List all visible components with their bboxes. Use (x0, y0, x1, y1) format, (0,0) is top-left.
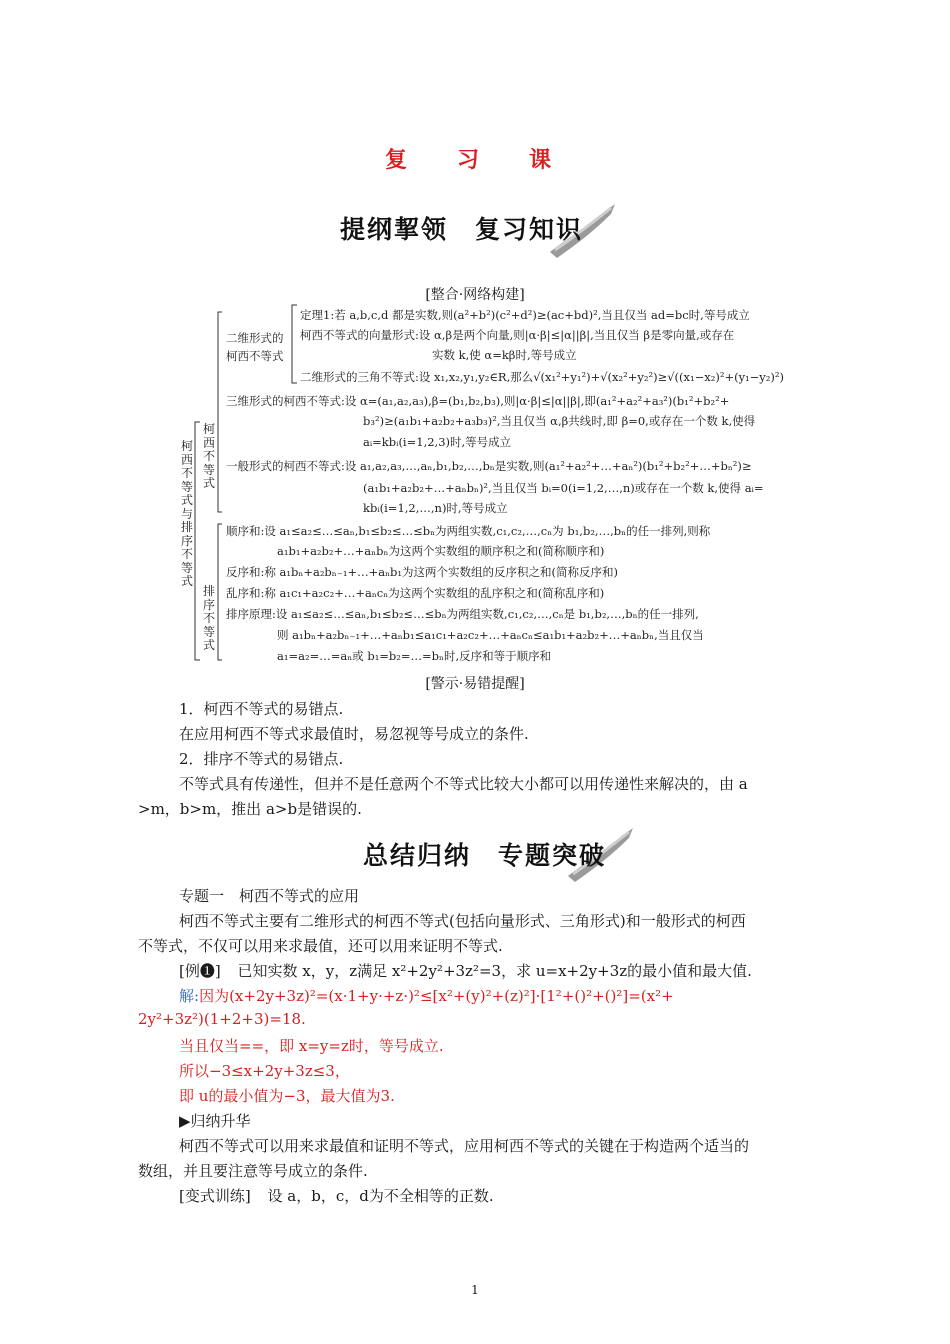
section-warning-heading: [警示·易错提醒] (425, 676, 525, 692)
map-line: 乱序和:称 a₁c₁+a₂c₂+…+aₙcₙ为这两个实数组的乱序积之和(简称乱序和) (226, 586, 605, 600)
map-line: (a₁b₁+a₂b₂+…+aₙbₙ)²,当且仅当 bᵢ=0(i=1,2,…,n)或存在一个数 k,使得 aᵢ= (363, 481, 764, 495)
map-line: 则 a₁bₙ+a₂bₙ₋₁+…+aₙb₁≤a₁c₁+a₂c₂+…+aₙcₙ≤a₁b₁+a₂b₂+…+aₙbₙ,当且仅当 (277, 628, 704, 642)
map-line: b₃²)≥(a₁b₁+a₂b₂+a₃b₃)²,当且仅当 α,β共线时,即 β=0,或存在一个数 k,使得 (363, 414, 756, 428)
warn-point-1: 1．柯西不等式的易错点. (179, 700, 344, 718)
solution-text: 因为(x+2y+3z)²=(x·1+y·+z·)²≤[x²+(y)²+(z)²]·[1²+()²+()²]=(x²+ (199, 987, 674, 1005)
map-line: 一般形式的柯西不等式:设 a₁,a₂,a₃,…,aₙ,b₁,b₂,…,bₙ是实数,则(a₁²+a₂²+…+aₙ²)(b₁²+b₂²+…+bₙ²)≥ (226, 459, 752, 473)
map-line: 实数 k,使 α=kβ时,等号成立 (432, 348, 577, 362)
map-line: a₁=a₂=…=aₙ或 b₁=b₂=…=bₙ时,反序和等于顺序和 (277, 649, 552, 663)
banner-summary (363, 826, 643, 888)
topic-intro-2: 不等式，不仅可以用来求最值，还可以用来证明不等式. (138, 937, 503, 955)
map-line: 排序原理:设 a₁≤a₂≤…≤aₙ,b₁≤b₂≤…≤bₙ为两组实数,c₁,c₂,…,cₙ是 b₁,b₂,…,bₙ的任一排列, (226, 607, 699, 621)
map-line: 二维形式的三角不等式:设 x₁,x₂,y₁,y₂∈R,那么√(x₁²+y₁²)+√(x₂²+y₂²)≥√((x₁−x₂)²+(y₁−y₂)²) (300, 370, 784, 384)
map-group-2d-b: 柯西不等式 (226, 349, 284, 363)
solution-line-4: 所以−3≤x+2y+3z≤3， (179, 1062, 350, 1080)
warn-point-2: 2．排序不等式的易错点. (179, 750, 344, 768)
map-line: 定理1:若 a,b,c,d 都是实数,则(a²+b²)(c²+d²)≥(ac+bd)²,当且仅当 ad=bc时,等号成立 (300, 308, 750, 322)
summary-heading: ▶归纳升华 (179, 1112, 251, 1130)
section-network-heading: [整合·网络构建] (425, 287, 525, 303)
solution-line-1 (179, 985, 674, 1006)
map-line: 三维形式的柯西不等式:设 α=(a₁,a₂,a₃),β=(b₁,b₂,b₃),则|α·β|≤|α||β|,即(a₁²+a₂²+a₃²)(b₁²+b₂²+ (226, 394, 730, 408)
warn-text-2-cont: >m，b>m，推出 a>b是错误的. (138, 800, 362, 818)
solution-line-5: 即 u的最小值为−3，最大值为3. (179, 1087, 395, 1105)
example-line (179, 960, 752, 981)
variant-line (179, 1185, 494, 1206)
map-branch-sort: 排序不等式 (202, 584, 215, 652)
summary-text-1: 柯西不等式可以用来求最值和证明不等式，应用柯西不等式的关键在于构造两个适当的 (179, 1137, 750, 1155)
map-line: a₁b₁+a₂b₂+…+aₙbₙ为这两个实数组的顺序积之和(简称顺序和) (277, 544, 605, 558)
variant-label: [变式训练] (179, 1187, 251, 1205)
example-text: 已知实数 x，y，z满足 x²+2y²+3z²=3，求 u=x+2y+3z的最小值和最大值. (237, 962, 752, 980)
page-number: 1 (471, 1283, 479, 1297)
map-line: 顺序和:设 a₁≤a₂≤…≤aₙ,b₁≤b₂≤…≤bₙ为两组实数,c₁,c₂,…,cₙ为 b₁,b₂,…,bₙ的任一排列,则称 (226, 524, 711, 538)
variant-text: 设 a，b，c，d为不全相等的正数. (267, 1187, 494, 1205)
map-line: 反序和:称 a₁bₙ+a₂bₙ₋₁+…+aₙb₁为这两个实数组的反序积之和(简称反序和) (226, 565, 618, 579)
warn-text-2: 不等式具有传递性，但并不是任意两个不等式比较大小都可以用传递性来解决的，由 a (179, 775, 748, 793)
warn-text-1: 在应用柯西不等式求最值时，易忽视等号成立的条件. (179, 725, 529, 743)
banner-title: 总结归纳 专题突破 (363, 841, 607, 870)
example-label: [例❶] (179, 962, 221, 980)
solution-label: 解: (179, 987, 200, 1005)
topic-heading: 专题一 柯西不等式的应用 (179, 887, 360, 905)
map-line: 柯西不等式的向量形式:设 α,β是两个向量,则|α·β|≤|α||β|,当且仅当 β是零向量,或存在 (300, 328, 735, 342)
summary-text-2: 数组，并且要注意等号成立的条件. (138, 1162, 368, 1180)
map-branch-cauchy: 柯西不等式 (202, 422, 215, 490)
page-title: 复 习 课 (384, 147, 565, 173)
map-line: kbᵢ(i=1,2,…,n)时,等号成立 (363, 501, 508, 515)
banner-review-knowledge (340, 200, 620, 262)
solution-line-2: 2y²+3z²)(1+2+3)=18. (138, 1010, 306, 1028)
solution-line-3: 当且仅当==，即 x=y=z时，等号成立. (179, 1037, 444, 1055)
topic-intro-1: 柯西不等式主要有二维形式的柯西不等式(包括向量形式、三角形式)和一般形式的柯西 (179, 912, 746, 930)
map-root-label: 柯西不等式与排序不等式 (180, 439, 193, 588)
banner-title: 提纲挈领 复习知识 (340, 215, 584, 244)
map-line: aᵢ=kbᵢ(i=1,2,3)时,等号成立 (363, 435, 512, 449)
map-group-2d: 二维形式的 (226, 331, 284, 345)
